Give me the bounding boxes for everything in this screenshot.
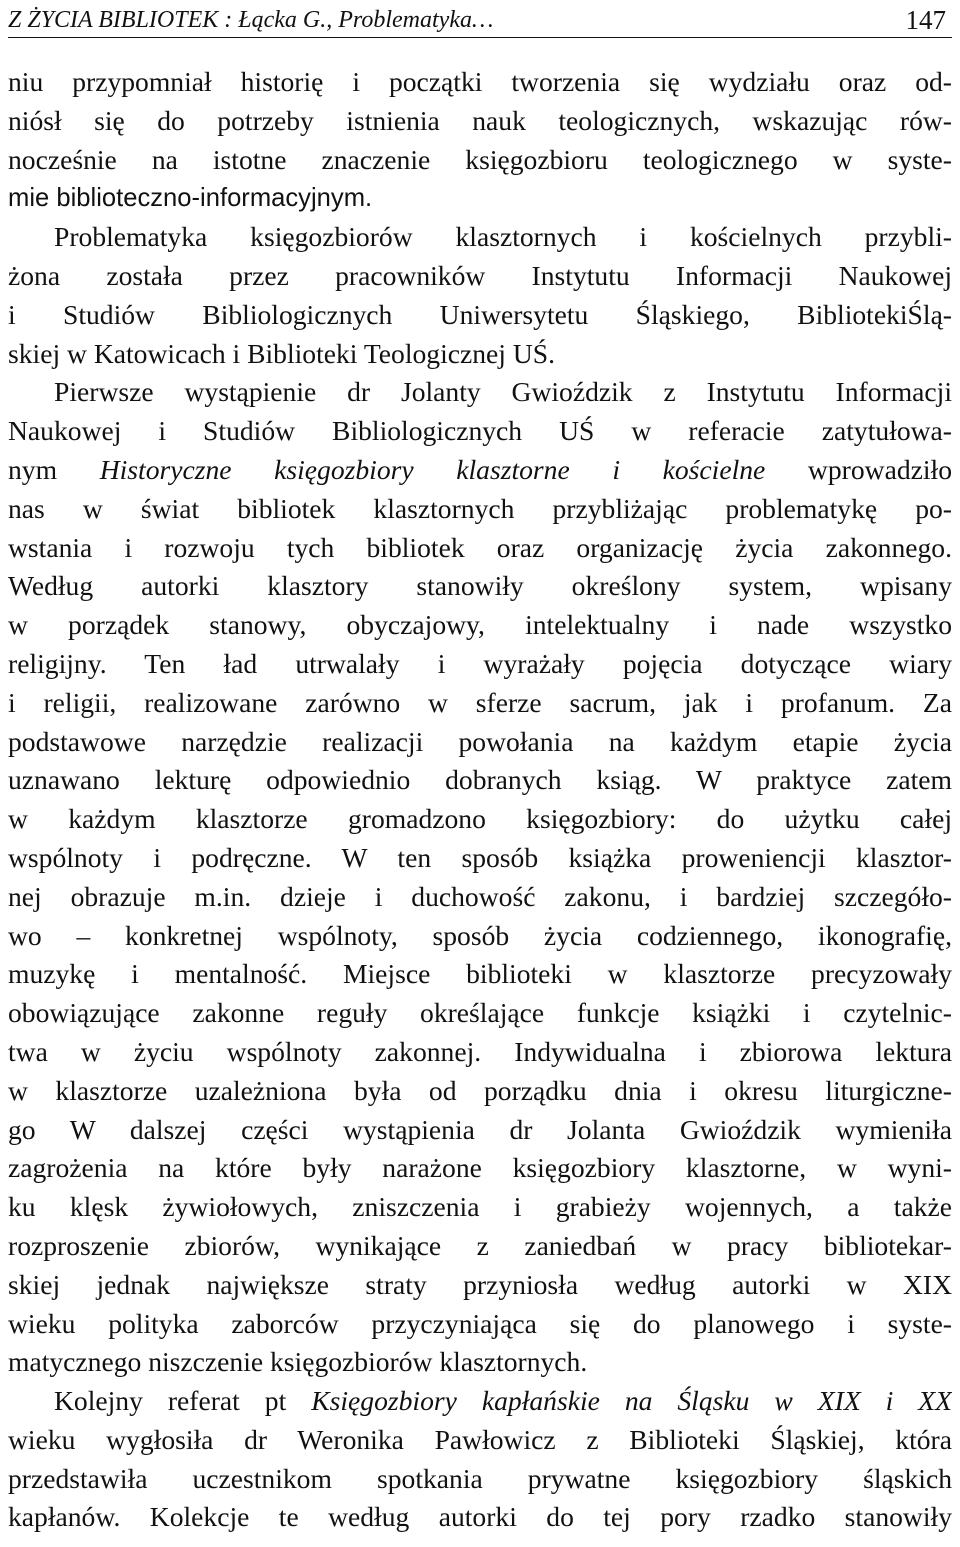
text-line: wieku wygłosiła dr Weronika Pawłowicz z Biblioteki Śląskiej, która — [8, 1423, 952, 1455]
text-line: matycznego niszczenie księgozbiorów klasztornych. — [8, 1346, 588, 1378]
text-line: nas w świat bibliotek klasztornych przybliżając problematykę po- — [8, 492, 952, 524]
text-fragment: Kolejny referat pt — [54, 1385, 312, 1417]
text-line: Według autorki klasztory stanowiły określony system, wpisany — [8, 570, 952, 602]
paragraph-first-line: Pierwsze wystąpienie dr Jolanty Gwioździk z Instytutu Informacji — [54, 376, 952, 408]
page-body — [8, 63, 952, 1537]
page-number: 147 — [905, 5, 946, 35]
text-line: skiej w Katowicach i Biblioteki Teologicznej UŚ. — [8, 337, 556, 369]
text-line: i religii, realizowane zarówno w sferze sacrum, jak i profanum. Za — [8, 686, 952, 718]
text-line: w klasztorze uzależniona była od porządku dnia i okresu liturgiczne- — [8, 1074, 952, 1106]
text-line: nocześnie na istotne znaczenie księgozbioru teologicznego w syste- — [8, 143, 952, 175]
text-line: wieku polityka zaborców przyczyniająca się do planowego i syste- — [8, 1307, 952, 1339]
text-line: twa w życiu wspólnoty zakonnej. Indywidualna i zbiorowa lektura — [8, 1035, 952, 1067]
running-header — [8, 0, 952, 38]
paragraph-first-line-with-title — [8, 1382, 952, 1421]
text-line: wspólnoty i podręczne. W ten sposób książka proweniencji klasztor- — [8, 841, 952, 873]
text-line: podstawowe narzędzie realizacji powołania na każdym etapie życia — [8, 725, 952, 757]
text-line: wo – konkretnej wspólnoty, sposób życia codziennego, ikonografię, — [8, 919, 952, 951]
text-line: w porządek stanowy, obyczajowy, intelektualny i nade wszystko — [8, 609, 952, 641]
text-line: w każdym klasztorze gromadzono księgozbiory: do użytku całej — [8, 803, 952, 835]
text-line: go W dalszej części wystąpienia dr Jolanta Gwioździk wymieniła — [8, 1113, 952, 1145]
text-line: wstania i rozwoju tych bibliotek oraz organizację życia zakonnego. — [8, 531, 952, 563]
text-line: i Studiów Bibliologicznych Uniwersytetu Śląskiego, BibliotekiŚlą- — [8, 298, 952, 330]
text-line: niu przypomniał historię i początki tworzenia się wydziału oraz od- — [8, 66, 952, 97]
text-line: przedstawiła uczestnikom spotkania prywatne księgozbiory śląskich — [8, 1462, 952, 1494]
running-title: Z ŻYCIA BIBLIOTEK : Łącka G., Problematyka… — [8, 7, 494, 33]
text-line: uznawano lekturę odpowiednio dobranych ksiąg. W praktyce zatem — [8, 764, 952, 796]
paragraph-first-line: Problematyka księgozbiorów klasztornych i kościelnych przybli- — [54, 221, 952, 253]
text-line-with-title — [8, 451, 952, 490]
text-line: kapłanów. Kolekcje te według autorki do tej pory rzadko stanowiły — [8, 1501, 952, 1533]
text-fragment: wprowadziło — [765, 453, 952, 485]
text-line: religijny. Ten ład utrwalały i wyrażały pojęcia dotyczące wiary — [8, 647, 952, 679]
text-line: zagrożenia na które były narażone księgozbiory klasztorne, w wyni- — [8, 1152, 952, 1184]
text-line: niósł się do potrzeby istnienia nauk teologicznych, wskazując rów- — [8, 104, 952, 136]
text-line: mie biblioteczno-informacyjnym. — [8, 184, 373, 213]
text-line: rozproszenie zbiorów, wynikające z zaniedbań w pracy bibliotekar- — [8, 1229, 952, 1261]
text-line: skiej jednak największe straty przyniosła według autorki w XIX — [8, 1268, 952, 1300]
text-fragment: nym — [8, 453, 100, 485]
text-line: żona została przez pracowników Instytutu Informacji Naukowej — [8, 259, 952, 291]
text-line: muzykę i mentalność. Miejsce biblioteki w klasztorze precyzowały — [8, 958, 952, 990]
text-line: nej obrazuje m.in. dzieje i duchowość zakonu, i bardziej szczegóło- — [8, 880, 952, 912]
text-line: Naukowej i Studiów Bibliologicznych UŚ w referacie zatytułowa- — [8, 415, 952, 447]
referat-title: Historyczne księgozbiory klasztorne i kościelne — [99, 453, 766, 485]
text-line: obowiązujące zakonne reguły określające funkcje książki i czytelnic- — [8, 997, 952, 1029]
text-line: ku klęsk żywiołowych, zniszczenia i grabieży wojennych, a także — [8, 1191, 952, 1223]
referat-title: Księgozbiory kapłańskie na Śląsku w XIX i XX — [311, 1385, 952, 1417]
